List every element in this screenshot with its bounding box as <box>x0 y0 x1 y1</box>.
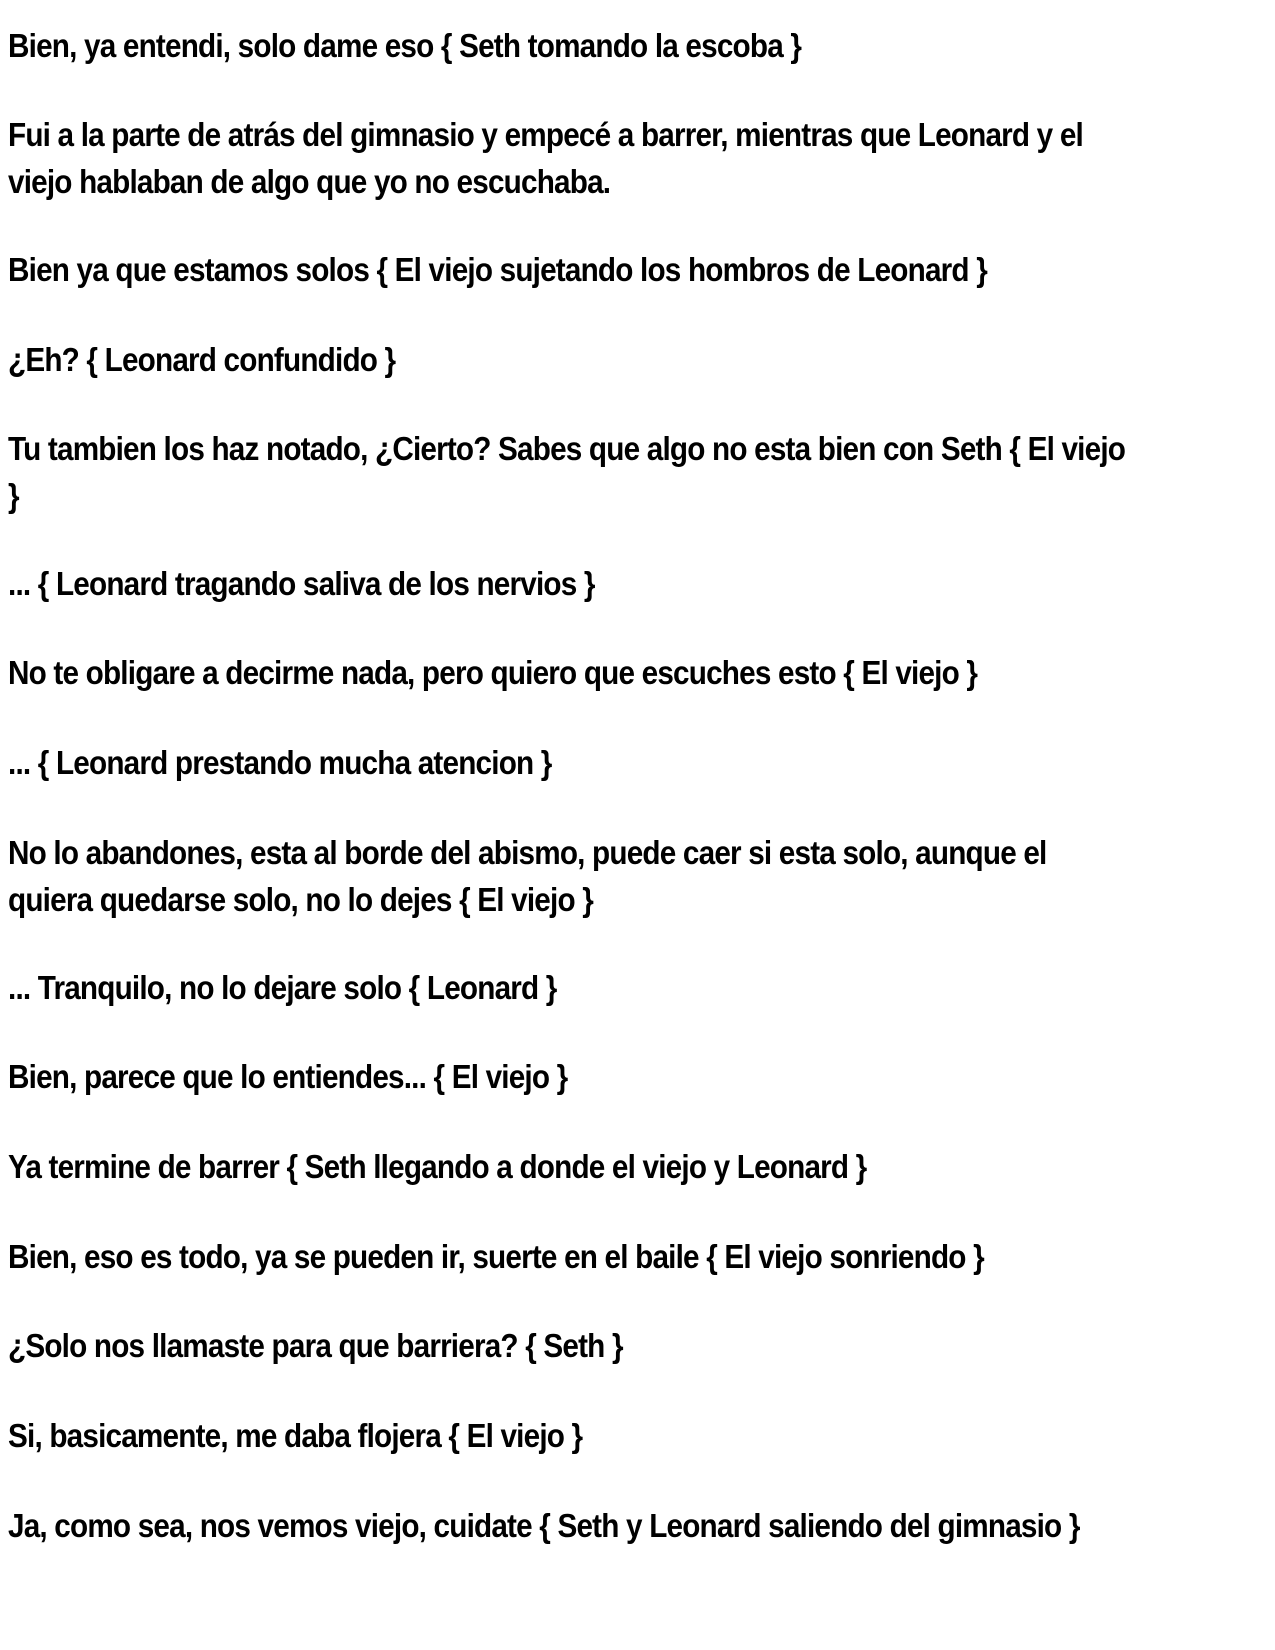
paragraph-1: Bien, ya entendi, solo dame eso { Seth tomando la escoba } <box>8 27 802 64</box>
paragraph-15: Si, basicamente, me daba flojera { El viejo } <box>8 1417 583 1454</box>
paragraph-8: ... { Leonard prestando mucha atencion } <box>8 744 552 781</box>
paragraph-14: ¿Solo nos llamaste para que barriera? { Seth } <box>8 1327 623 1364</box>
paragraph-11: Bien, parece que lo entiendes... { El viejo } <box>8 1058 568 1095</box>
paragraph-10: ... Tranquilo, no lo dejare solo { Leonard } <box>8 969 557 1006</box>
paragraph-5: Tu tambien los haz notado, ¿Cierto? Sabes que algo no esta bien con Seth { El viejo } <box>8 430 1126 514</box>
paragraph-13: Bien, eso es todo, ya se pueden ir, suerte en el baile { El viejo sonriendo } <box>8 1238 984 1275</box>
paragraph-16: Ja, como sea, nos vemos viejo, cuidate { Seth y Leonard saliendo del gimnasio } <box>8 1507 1080 1544</box>
paragraph-4: ¿Eh? { Leonard confundido } <box>8 341 396 378</box>
paragraph-3: Bien ya que estamos solos { El viejo sujetando los hombros de Leonard } <box>8 251 987 288</box>
paragraph-6: ... { Leonard tragando saliva de los nervios } <box>8 565 595 602</box>
paragraph-7: No te obligare a decirme nada, pero quiero que escuches esto { El viejo } <box>8 654 978 691</box>
paragraph-2: Fui a la parte de atrás del gimnasio y empecé a barrer, mientras que Leonard y el viejo hablaban de algo que yo no escuchaba. <box>8 116 1083 200</box>
paragraph-9: No lo abandones, esta al borde del abismo, puede caer si esta solo, aunque el quiera quedarse solo, no lo dejes { El viejo } <box>8 834 1047 918</box>
paragraph-12: Ya termine de barrer { Seth llegando a donde el viejo y Leonard } <box>8 1148 867 1185</box>
